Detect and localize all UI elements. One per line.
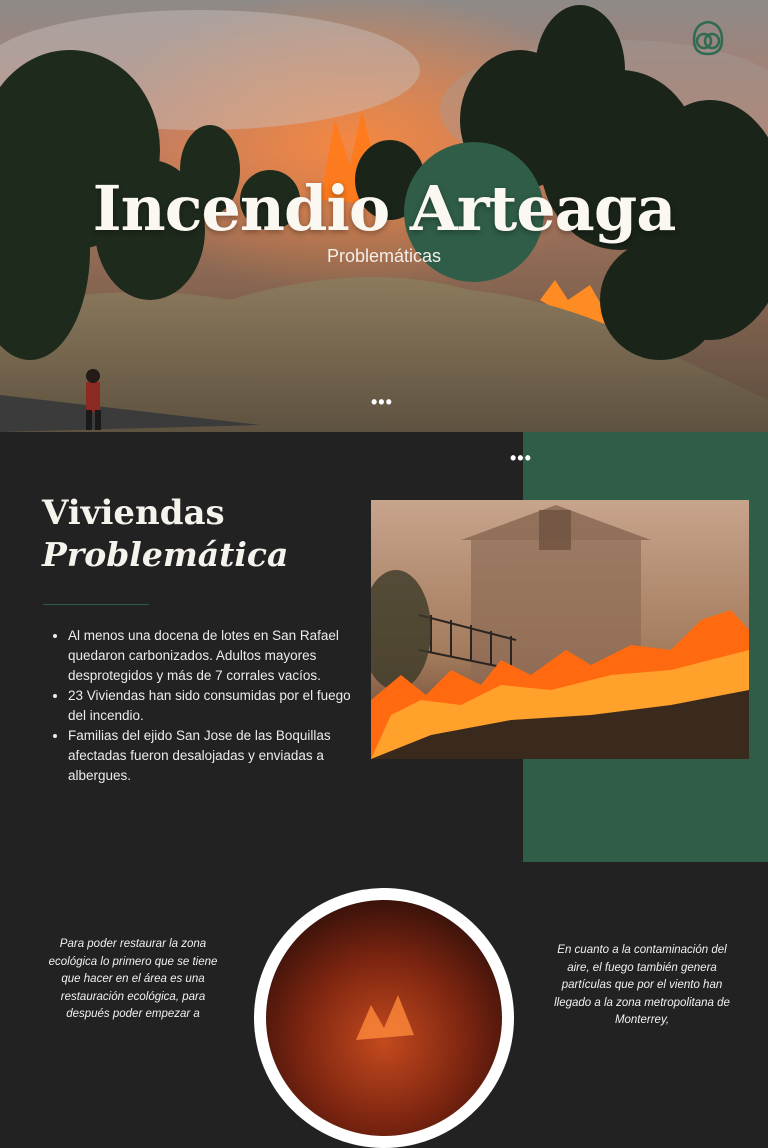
page-title: Incendio Arteaga xyxy=(92,172,676,245)
circular-image-frame xyxy=(254,888,514,1148)
restoration-text: Para poder restaurar la zona ecológica lo primero que se tiene que hacer en el área es una restauración ecológica, para después poder empezar a xyxy=(48,938,218,1020)
list-item: • Al menos una docena de lotes en San Rafael quedaron carbonizados. Adultos mayores desprotegidos y más de 7 corrales vacíos. xyxy=(68,626,368,686)
hero-banner xyxy=(0,0,768,432)
problem-list xyxy=(52,626,368,786)
burning-house-image xyxy=(371,500,749,759)
air-pollution-text: En cuanto a la contaminación del aire, el fuego también genera partículas que por el viento han llegado a la zona metropolitana de Monterrey, xyxy=(554,944,730,1026)
divider xyxy=(43,604,149,605)
fire-closeup-image xyxy=(266,900,502,1136)
more-dots-icon: ••• xyxy=(510,448,532,468)
leaf-circle-logo-icon xyxy=(688,18,728,58)
section-title: Viviendas xyxy=(42,493,225,533)
page-subtitle: Problemáticas xyxy=(326,246,442,266)
list-item: • Familias del ejido San Jose de las Boquillas afectadas fueron desalojadas y enviadas a albergues. xyxy=(68,726,368,786)
list-item: • 23 Viviendas han sido consumidas por el fuego del incendio. xyxy=(68,686,368,726)
section-subtitle: Problemática xyxy=(42,535,289,574)
more-dots-icon: ••• xyxy=(371,392,393,412)
